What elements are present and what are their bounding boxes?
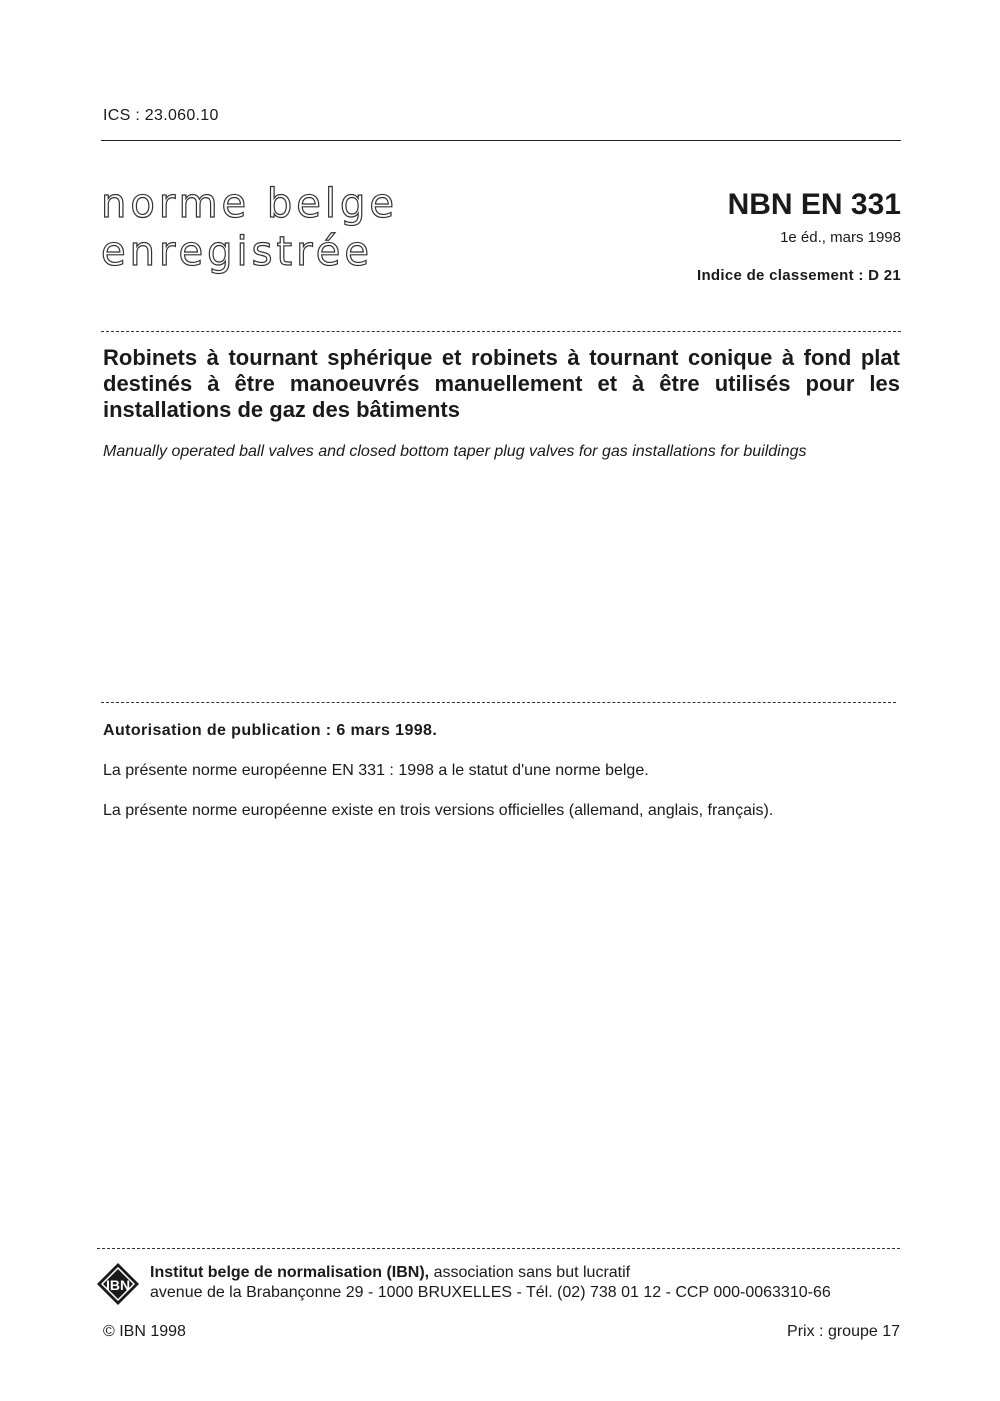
footer-separator xyxy=(97,1248,900,1249)
french-title: Robinets à tournant sphérique et robinets à tournant conique à fond plat destinés à être manoeuvrés manuellement et à être utilisés pour les installations de gaz des bâtiments xyxy=(103,345,900,422)
classification-index: Indice de classement : D 21 xyxy=(696,267,901,284)
body-separator xyxy=(101,702,896,703)
publication-authorization: Autorisation de publication : 6 mars 1998. xyxy=(103,722,438,739)
outline-line-2: enregistrée xyxy=(101,229,373,275)
institute-description: association sans but lucratif xyxy=(429,1264,631,1281)
versions-paragraph: La présente norme européenne existe en trois versions officielles (allemand, anglais, français). xyxy=(103,802,774,819)
english-title: Manually operated ball valves and closed bottom taper plug valves for gas installations for buildings xyxy=(103,443,807,460)
copyright: © IBN 1998 xyxy=(103,1323,186,1340)
institute-line xyxy=(150,1264,630,1282)
outline-line-1: norme belge xyxy=(101,181,398,227)
title-separator xyxy=(101,331,901,332)
logo-lettering: IBN xyxy=(105,1277,131,1293)
norme-belge-enregistree-heading xyxy=(101,180,398,276)
price-group: Prix : groupe 17 xyxy=(787,1323,900,1340)
status-paragraph: La présente norme européenne EN 331 : 1998 a le statut d'une norme belge. xyxy=(103,762,649,779)
header-rule xyxy=(101,140,901,141)
ibn-logo-icon xyxy=(96,1262,140,1306)
institute-name: Institut belge de normalisation (IBN), xyxy=(150,1264,430,1281)
standard-number: NBN EN 331 xyxy=(727,188,901,221)
edition-date: 1e éd., mars 1998 xyxy=(780,229,901,246)
ics-code: ICS : 23.060.10 xyxy=(103,107,219,124)
institute-address: avenue de la Brabançonne 29 - 1000 BRUXELLES - Tél. (02) 738 01 12 - CCP 000-0063310-66 xyxy=(150,1284,831,1301)
